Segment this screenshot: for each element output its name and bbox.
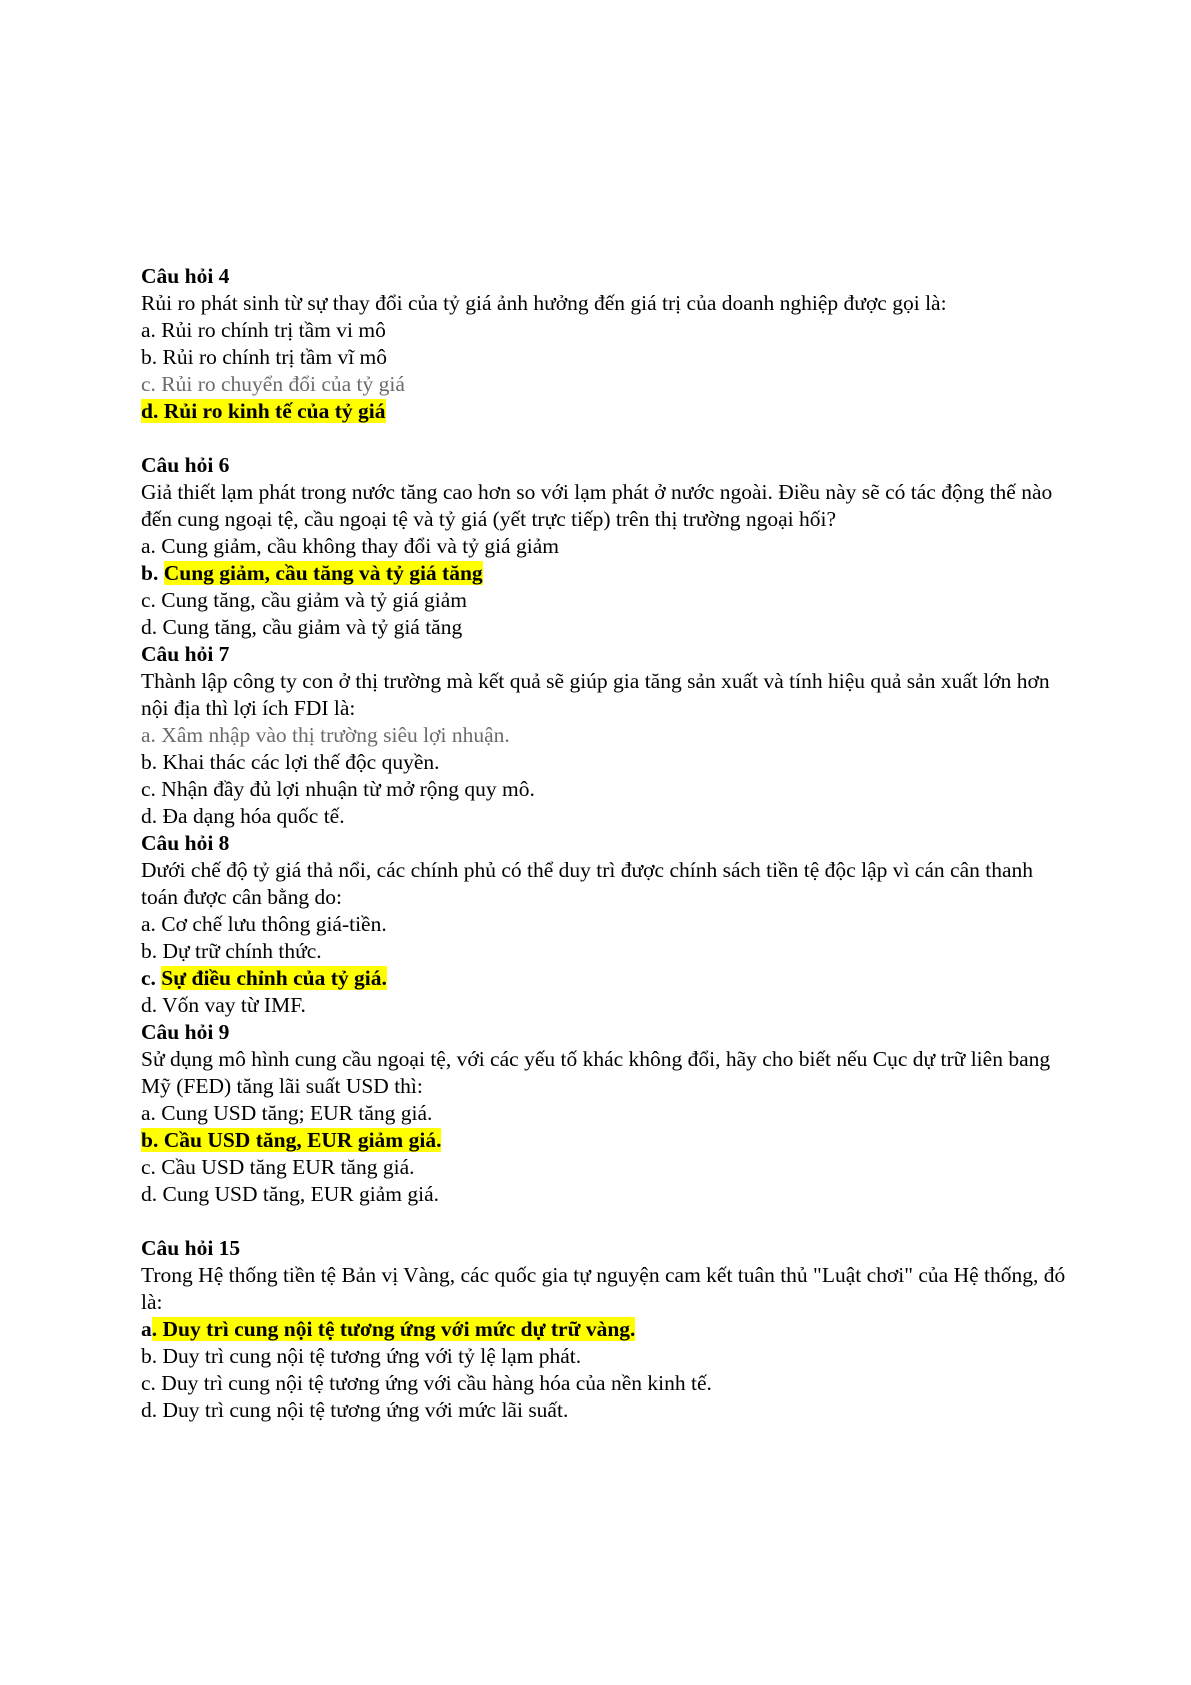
question-text: Giả thiết lạm phát trong nước tăng cao hơn so với lạm phát ở nước ngoài. Điều này sẽ có tác động thế nào đến cung ngoại tệ, cầu ngoại tệ và tỷ giá (yết trực tiếp) trên thị trường ngoại hối?	[141, 480, 1053, 531]
question-title: Câu hỏi 8	[141, 831, 230, 855]
option-a-answer	[141, 1316, 1071, 1343]
question-title: Câu hỏi 15	[141, 1236, 241, 1260]
question-title: Câu hỏi 7	[141, 642, 230, 666]
question-9	[141, 1019, 1071, 1208]
option-a: a. Cơ chế lưu thông giá-tiền.	[141, 912, 387, 936]
question-text: Sử dụng mô hình cung cầu ngoại tệ, với các yếu tố khác không đổi, hãy cho biết nếu Cục dự trữ liên bang Mỹ (FED) tăng lãi suất USD thì:	[141, 1047, 1051, 1098]
option-prefix: c.	[141, 966, 162, 990]
option-c: c. Cầu USD tăng EUR tăng giá.	[141, 1155, 415, 1179]
question-text: Rủi ro phát sinh từ sự thay đổi của tỷ giá ảnh hưởng đến giá trị của doanh nghiệp được gọi là:	[141, 291, 947, 315]
question-title: Câu hỏi 9	[141, 1020, 230, 1044]
option-b: b. Rủi ro chính trị tầm vĩ mô	[141, 345, 388, 369]
option-d: d. Vốn vay từ IMF.	[141, 993, 306, 1017]
option-b: b. Khai thác các lợi thế độc quyền.	[141, 750, 440, 774]
option-a: a. Xâm nhập vào thị trường siêu lợi nhuận.	[141, 723, 510, 747]
question-title: Câu hỏi 4	[141, 264, 230, 288]
question-6	[141, 452, 1071, 641]
answer-highlight: b. Cầu USD tăng, EUR giảm giá.	[141, 1128, 442, 1152]
question-title: Câu hỏi 6	[141, 453, 230, 477]
option-a: a. Rủi ro chính trị tầm vi mô	[141, 318, 386, 342]
question-4	[141, 263, 1071, 425]
option-b-answer	[141, 1127, 1071, 1154]
question-15	[141, 1235, 1071, 1424]
question-text: Trong Hệ thống tiền tệ Bản vị Vàng, các quốc gia tự nguyện cam kết tuân thủ "Luật chơi" của Hệ thống, đó là:	[141, 1263, 1066, 1314]
option-prefix: b.	[141, 561, 164, 585]
option-d: d. Cung USD tăng, EUR giảm giá.	[141, 1182, 439, 1206]
option-d-answer	[141, 398, 1071, 425]
option-a: a. Cung USD tăng; EUR tăng giá.	[141, 1101, 433, 1125]
option-c: c. Duy trì cung nội tệ tương ứng với cầu hàng hóa của nền kinh tế.	[141, 1371, 712, 1395]
question-7	[141, 641, 1071, 830]
answer-highlight: Cung giảm, cầu tăng và tỷ giá tăng	[163, 561, 483, 585]
answer-highlight: Sự điều chỉnh của tỷ giá.	[161, 966, 387, 990]
answer-highlight: d. Rủi ro kinh tế của tỷ giá	[141, 399, 386, 423]
option-a: a. Cung giảm, cầu không thay đổi và tỷ giá giảm	[141, 534, 559, 558]
option-c: c. Rủi ro chuyển đổi của tỷ giá	[141, 372, 405, 396]
option-b-answer	[141, 560, 1071, 587]
option-c: c. Cung tăng, cầu giảm và tỷ giá giảm	[141, 588, 467, 612]
option-d: d. Cung tăng, cầu giảm và tỷ giá tăng	[141, 615, 463, 639]
question-8	[141, 830, 1071, 1019]
document-body	[141, 263, 1071, 1424]
question-text: Dưới chế độ tỷ giá thả nổi, các chính phủ có thể duy trì được chính sách tiền tệ độc lập vì cán cân thanh toán được cân bằng do:	[141, 858, 1034, 909]
option-d: d. Đa dạng hóa quốc tế.	[141, 804, 345, 828]
option-d: d. Duy trì cung nội tệ tương ứng với mức lãi suất.	[141, 1398, 569, 1422]
option-b: b. Duy trì cung nội tệ tương ứng với tỷ lệ lạm phát.	[141, 1344, 582, 1368]
option-b: b. Dự trữ chính thức.	[141, 939, 322, 963]
option-prefix: a	[141, 1317, 152, 1341]
answer-highlight: . Duy trì cung nội tệ tương ứng với mức dự trữ vàng.	[151, 1317, 636, 1341]
option-c: c. Nhận đầy đủ lợi nhuận từ mở rộng quy mô.	[141, 777, 535, 801]
question-text: Thành lập công ty con ở thị trường mà kết quả sẽ giúp gia tăng sản xuất và tính hiệu quả sản xuất lớn hơn nội địa thì lợi ích FDI là:	[141, 669, 1050, 720]
option-c-answer	[141, 965, 1071, 992]
